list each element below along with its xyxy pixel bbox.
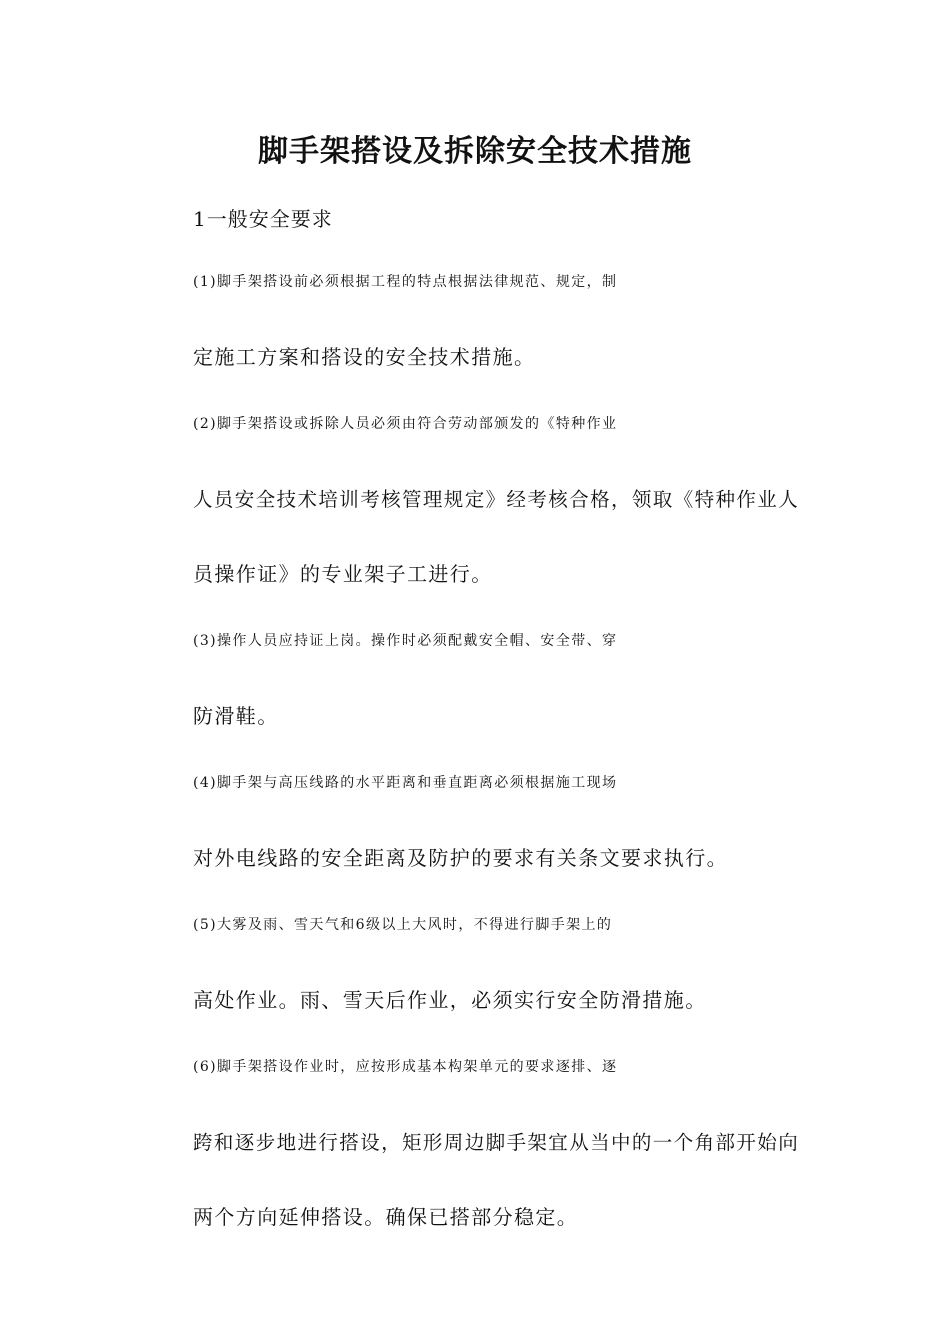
document-body xyxy=(145,264,809,1236)
paragraph-line: 两个方向延伸搭设。确保已搭部分稳定。 xyxy=(193,1205,579,1229)
paragraph-6 xyxy=(145,1049,809,1236)
paragraph-4 xyxy=(145,765,809,877)
paragraph-1 xyxy=(145,264,809,376)
paragraph-line: (5)大雾及雨、雪天气和6级以上大风时，不得进行脚手架上的 xyxy=(193,917,613,933)
paragraph-line: (2)脚手架搭设或拆除人员必须由符合劳动部颁发的《特种作业 xyxy=(193,416,618,432)
paragraph-line: 高处作业。雨、雪天后作业，必须实行安全防滑措施。 xyxy=(193,988,707,1012)
document-title: 脚手架搭设及拆除安全技术措施 xyxy=(258,134,692,169)
paragraph-line: (3)操作人员应持证上岗。操作时必须配戴安全帽、安全带、穿 xyxy=(193,633,618,649)
paragraph-line: 员操作证》的专业架子工进行。 xyxy=(193,562,493,586)
paragraph-3 xyxy=(145,623,809,735)
section-heading: 1一般安全要求 xyxy=(193,207,333,231)
paragraph-line: 人员安全技术培训考核管理规定》经考核合格，领取《特种作业人 xyxy=(193,488,800,511)
paragraph-2 xyxy=(145,406,809,593)
paragraph-line: (6)脚手架搭设作业时，应按形成基本构架单元的要求逐排、逐 xyxy=(193,1059,618,1075)
paragraph-line: 跨和逐步地进行搭设，矩形周边脚手架宜从当中的一个角部开始向 xyxy=(193,1131,800,1154)
paragraph-line: 防滑鞋。 xyxy=(193,704,279,728)
paragraph-line: (1)脚手架搭设前必须根据工程的特点根据法律规范、规定，制 xyxy=(193,274,618,290)
paragraph-5 xyxy=(145,907,809,1019)
paragraph-line: (4)脚手架与高压线路的水平距离和垂直距离必须根据施工现场 xyxy=(193,775,618,791)
paragraph-line: 定施工方案和搭设的安全技术措施。 xyxy=(193,345,536,369)
paragraph-line: 对外电线路的安全距离及防护的要求有关条文要求执行。 xyxy=(193,846,728,870)
